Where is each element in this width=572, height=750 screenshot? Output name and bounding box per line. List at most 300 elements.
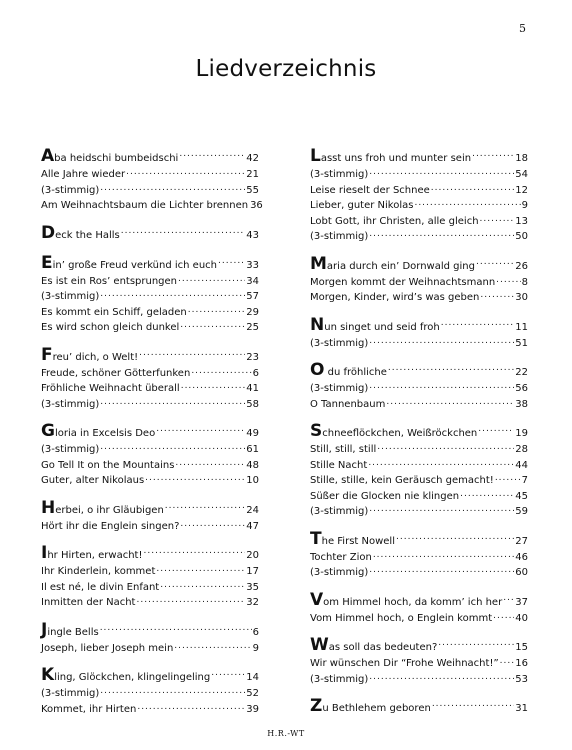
entry-title: [310, 290, 479, 306]
dot-leader: [396, 531, 514, 550]
entry-title: [310, 229, 368, 245]
entry-title: [41, 305, 187, 321]
index-entry: [310, 253, 528, 275]
entry-title: [310, 253, 475, 276]
entry-title: [310, 672, 368, 688]
index-entry: [310, 336, 528, 352]
entry-page-number: 12: [515, 184, 528, 196]
dot-leader: [478, 423, 514, 442]
entry-title-text: (3-stimmig): [41, 444, 100, 455]
dot-leader: [373, 550, 514, 566]
index-entry: [41, 702, 259, 718]
dot-leader: [369, 672, 514, 688]
entry-title-text: Inmitten der Nacht: [41, 597, 136, 608]
dot-leader: [100, 686, 245, 702]
drop-cap-letter: D: [41, 222, 56, 243]
entry-page-number: 41: [246, 383, 259, 394]
entry-title-text: (3-stimmig): [310, 169, 369, 180]
dot-leader: [432, 698, 514, 717]
dot-leader: [181, 381, 246, 397]
dot-leader: [377, 442, 514, 458]
entry-page-number: 21: [246, 169, 259, 180]
index-entry: [41, 619, 259, 641]
entry-title-text: he First Nowell: [321, 535, 395, 547]
index-entry: [41, 320, 259, 336]
index-entry: [310, 198, 528, 214]
entry-title-text: aria durch ein’ Dornwald ging: [326, 260, 475, 272]
entry-title: [41, 702, 136, 718]
entry-title: [310, 611, 492, 627]
index-entry: [310, 489, 528, 505]
index-column-left: [41, 146, 263, 728]
index-entry: [41, 545, 259, 564]
entry-title-text: (3-stimmig): [310, 337, 369, 349]
index-entry: [41, 222, 259, 244]
entry-title-text: u Bethlehem geboren: [322, 703, 431, 714]
dot-leader: [493, 611, 514, 627]
entry-page-number: 25: [246, 322, 259, 333]
entry-page-number: 31: [515, 703, 528, 714]
entry-page-number: 52: [246, 688, 259, 699]
index-entry: [310, 458, 528, 474]
entry-title-text: Morgen, Kinder, wird’s was geben: [310, 292, 480, 303]
index-entry: [41, 397, 259, 413]
entry-title-text: (3-stimmig): [41, 398, 100, 410]
entry-title: [41, 545, 142, 565]
dot-leader: [388, 362, 514, 381]
letter-group-t: [310, 528, 528, 581]
dot-leader: [191, 366, 251, 382]
index-entry: [310, 637, 528, 656]
entry-page-number: 16: [515, 658, 528, 669]
entry-title-text: reu’ dich, o Welt!: [52, 351, 139, 363]
dot-leader: [180, 320, 245, 336]
entry-page-number: 60: [515, 567, 528, 578]
entry-title: [41, 344, 139, 367]
index-entry: [310, 314, 528, 336]
entry-title: [41, 423, 155, 443]
letter-group-d: [41, 222, 259, 244]
entry-page-number: 51: [515, 337, 528, 349]
entry-title-text: Lobt Gott, ihr Christen, alle gleich: [310, 215, 479, 227]
entry-page-number: 47: [246, 520, 259, 532]
dot-leader: [500, 656, 515, 672]
letter-group-n: [310, 314, 528, 352]
entry-title-text: (3-stimmig): [310, 231, 369, 242]
drop-cap-letter: N: [310, 314, 325, 335]
entry-page-number: 42: [246, 153, 259, 164]
dot-leader: [160, 580, 245, 596]
entry-title-text: erbei, o ihr Gläubigen: [55, 504, 164, 516]
index-entry: [310, 167, 528, 183]
index-entry: [41, 274, 259, 290]
index-entry: [310, 275, 528, 291]
dot-leader: [100, 442, 245, 458]
entry-title: [310, 458, 367, 474]
entry-title-text: Fröhliche Weihnacht überall: [41, 383, 180, 394]
entry-page-number: 59: [515, 506, 528, 517]
dot-leader: [126, 167, 245, 183]
entry-page-number: 58: [246, 398, 259, 410]
entry-title: [310, 656, 499, 672]
entry-title: [41, 366, 190, 382]
entry-page-number: 22: [515, 367, 528, 378]
entry-title: [310, 397, 385, 413]
entry-title: [310, 183, 430, 199]
letter-group-s: [310, 423, 528, 520]
dot-leader: [137, 702, 245, 718]
dot-leader: [175, 458, 245, 474]
index-entry: [310, 589, 528, 611]
entry-title-text: Wir wünschen Dir “Frohe Weihnacht!”: [310, 658, 499, 669]
dot-leader: [165, 500, 245, 519]
entry-title: [41, 497, 164, 520]
entry-page-number: 61: [246, 444, 259, 455]
entry-page-number: 36: [250, 200, 263, 211]
index-entry: [310, 698, 528, 717]
dot-leader: [414, 198, 520, 214]
index-entry: [41, 442, 259, 458]
entry-page-number: 37: [515, 596, 528, 608]
dot-leader: [174, 641, 251, 657]
letter-group-f: [41, 344, 259, 413]
index-entry: [41, 686, 259, 702]
letter-group-o: [310, 362, 528, 412]
entry-title-text: Stille, stille, kein Geräusch gemacht!: [310, 475, 494, 486]
drop-cap-letter: A: [41, 146, 55, 166]
entry-title-text: Stille Nacht: [310, 459, 368, 471]
entry-title: [310, 314, 440, 337]
letter-group-a: [41, 146, 263, 214]
entry-page-number: 9: [252, 642, 259, 654]
entry-title: [310, 167, 368, 183]
entry-title: [41, 320, 179, 336]
entry-title: [310, 423, 477, 443]
entry-title: [310, 637, 437, 657]
entry-title: [310, 698, 431, 718]
entry-page-number: 8: [521, 276, 528, 288]
entry-title: [41, 458, 174, 474]
drop-cap-letter: T: [310, 528, 322, 549]
index-entry: [310, 214, 528, 230]
entry-page-number: 50: [515, 231, 528, 242]
entry-page-number: 46: [515, 551, 528, 563]
letter-group-z: [310, 698, 528, 717]
entry-title: [310, 336, 368, 352]
entry-page-number: 7: [521, 475, 528, 486]
entry-title-text: Es ist ein Ros’ entsprungen: [41, 275, 178, 287]
dot-leader: [178, 274, 245, 290]
index-entry: [310, 565, 528, 581]
entry-page-number: 14: [246, 672, 259, 683]
dot-leader: [211, 667, 245, 686]
entry-title-text: du fröhliche: [324, 367, 387, 378]
entry-title-text: Joseph, lieber Joseph mein: [41, 642, 174, 654]
entry-page-number: 55: [246, 184, 259, 196]
index-entry: [310, 656, 528, 672]
letter-group-i: [41, 545, 259, 611]
entry-title-text: om Himmel hoch, da komm’ ich her: [323, 596, 503, 608]
entry-title-text: Il est né, le divin Enfant: [41, 581, 160, 593]
entry-title: [41, 580, 159, 596]
entry-title: [41, 397, 99, 413]
entry-title-text: Süßer die Glocken nie klingen: [310, 490, 460, 502]
entry-page-number: 18: [515, 153, 528, 164]
entry-title: [41, 686, 99, 702]
drop-cap-letter: Z: [310, 696, 323, 716]
entry-page-number: 39: [246, 703, 259, 715]
dot-leader: [368, 458, 514, 474]
entry-title: [310, 589, 503, 612]
entry-page-number: 57: [246, 291, 259, 302]
drop-cap-letter: V: [310, 589, 324, 610]
index-entry: [41, 458, 259, 474]
dot-leader: [386, 397, 514, 413]
dot-leader: [369, 565, 514, 581]
page-footer: H.R.-WT: [267, 729, 305, 738]
dot-leader: [145, 473, 245, 489]
index-entry: [310, 550, 528, 566]
entry-title: [41, 519, 179, 535]
index-entry: [310, 442, 528, 458]
entry-title: [41, 473, 144, 489]
drop-cap-letter: S: [310, 421, 323, 441]
entry-title: [41, 619, 99, 642]
entry-title: [41, 289, 99, 305]
letter-group-g: [41, 423, 259, 489]
drop-cap-letter: J: [41, 619, 48, 640]
letter-group-m: [310, 253, 528, 306]
index-entry: [310, 611, 528, 627]
entry-page-number: 35: [246, 581, 259, 593]
page-title: Liedverzeichnis: [195, 56, 377, 82]
index-entry: [310, 290, 528, 306]
entry-title-text: Alle Jahre wieder: [41, 169, 126, 180]
dot-leader: [121, 225, 246, 244]
index-entry: [310, 423, 528, 442]
entry-title-text: Hört ihr die Englein singen?: [41, 520, 180, 532]
entry-page-number: 26: [515, 260, 528, 272]
drop-cap-letter: W: [310, 635, 329, 655]
entry-page-number: 11: [515, 321, 528, 333]
entry-title: [41, 381, 180, 397]
entry-title: [41, 222, 120, 245]
dot-leader: [100, 289, 245, 305]
letter-group-j: [41, 619, 259, 657]
index-entry: [310, 473, 528, 489]
entry-title: [41, 167, 125, 183]
entry-title: [41, 274, 177, 290]
entry-title: [41, 252, 218, 275]
dot-leader: [438, 637, 514, 656]
entry-title-text: (3-stimmig): [310, 567, 369, 578]
entry-title-text: Morgen kommt der Weihnachtsmann: [310, 276, 496, 288]
entry-title: [310, 504, 368, 520]
index-entry: [310, 504, 528, 520]
entry-title-text: O Tannenbaum: [310, 398, 386, 410]
dot-leader: [480, 290, 514, 306]
drop-cap-letter: F: [41, 344, 53, 365]
dot-leader: [179, 148, 245, 167]
entry-title: [41, 667, 210, 687]
entry-title-text: (3-stimmig): [41, 688, 100, 699]
index-entry: [41, 289, 259, 305]
dot-leader: [460, 489, 514, 505]
index-entry: [41, 252, 259, 274]
entry-page-number: 6: [252, 367, 259, 379]
dot-leader: [218, 255, 245, 274]
entry-page-number: 53: [515, 673, 528, 685]
index-entry: [41, 148, 259, 167]
drop-cap-letter: I: [41, 543, 48, 563]
index-entry: [41, 198, 263, 214]
entry-title: [41, 641, 173, 657]
letter-group-e: [41, 252, 259, 336]
entry-page-number: 49: [246, 428, 259, 439]
entry-title: [310, 442, 376, 458]
index-entry: [41, 519, 259, 535]
entry-title-text: (3-stimmig): [41, 184, 100, 196]
dot-leader: [156, 564, 245, 580]
dot-leader: [188, 305, 246, 321]
entry-page-number: 10: [246, 475, 259, 486]
dot-leader: [100, 622, 252, 641]
entry-title: [310, 550, 372, 566]
entry-title: [41, 564, 155, 580]
dot-leader: [139, 347, 245, 366]
index-entry: [41, 305, 259, 321]
entry-title: [310, 528, 395, 551]
index-entry: [41, 595, 259, 611]
entry-title: [41, 183, 99, 199]
entry-page-number: 48: [246, 459, 259, 471]
drop-cap-letter: M: [310, 253, 327, 274]
letter-group-k: [41, 667, 259, 717]
entry-title: [310, 362, 387, 382]
drop-cap-letter: G: [41, 421, 55, 441]
index-entry: [41, 667, 259, 686]
entry-page-number: 44: [515, 459, 528, 471]
entry-page-number: 6: [252, 626, 259, 638]
entry-title-text: Vom Himmel hoch, o Englein kommt: [310, 612, 493, 624]
entry-page-number: 30: [515, 292, 528, 303]
dot-leader: [369, 381, 514, 397]
dot-leader: [431, 183, 515, 199]
entry-page-number: 32: [246, 597, 259, 608]
entry-title-text: asst uns froh und munter sein: [320, 153, 472, 164]
drop-cap-letter: H: [41, 497, 56, 518]
index-entry: [41, 167, 259, 183]
index-entry: [41, 580, 259, 596]
drop-cap-letter: O: [310, 360, 325, 380]
dot-leader: [369, 336, 514, 352]
entry-page-number: 15: [515, 642, 528, 653]
entry-page-number: 56: [515, 383, 528, 394]
letter-group-l: [310, 148, 528, 245]
entry-title: [41, 595, 135, 611]
entry-title-text: Es kommt ein Schiff, geladen: [41, 306, 187, 318]
dot-leader: [369, 229, 514, 245]
dot-leader: [100, 183, 245, 199]
entry-title-text: ling, Glöckchen, klingelingeling: [54, 672, 211, 683]
entry-page-number: 54: [515, 169, 528, 180]
entry-title-text: Ihr Kinderlein, kommet: [41, 566, 156, 577]
dot-leader: [496, 275, 520, 291]
entry-page-number: 28: [515, 444, 528, 455]
dot-leader: [472, 148, 514, 167]
entry-title: [310, 275, 495, 291]
entry-title-text: Es wird schon gleich dunkel: [41, 322, 180, 333]
entry-title-text: Am Weihnachtsbaum die Lichter brennen: [41, 200, 249, 211]
entry-title: [310, 473, 494, 489]
dot-leader: [136, 595, 245, 611]
entry-title-text: (3-stimmig): [310, 673, 369, 685]
entry-title-text: Kommet, ihr Hirten: [41, 703, 137, 715]
dot-leader: [476, 256, 514, 275]
letter-group-v: [310, 589, 528, 627]
entry-title-text: (3-stimmig): [41, 291, 100, 302]
entry-title-text: Guter, alter Nikolaus: [41, 475, 145, 486]
entry-title-text: ba heidschi bumbeidschi: [54, 153, 179, 164]
entry-title-text: chneeflöckchen, Weißröckchen: [322, 428, 478, 439]
letter-group-w: [310, 637, 528, 687]
drop-cap-letter: E: [41, 252, 53, 273]
entry-page-number: 23: [246, 351, 259, 363]
entry-page-number: 45: [515, 490, 528, 502]
letter-group-h: [41, 497, 259, 535]
dot-leader: [143, 545, 245, 564]
index-entry: [310, 362, 528, 381]
entry-title: [310, 214, 479, 230]
entry-title-text: un singet und seid froh: [324, 321, 440, 333]
entry-title: [41, 198, 248, 214]
dot-leader: [441, 317, 515, 336]
index-entry: [41, 183, 259, 199]
index-entry: [41, 381, 259, 397]
entry-title: [41, 148, 178, 168]
index-entry: [310, 381, 528, 397]
index-entry: [41, 344, 259, 366]
entry-title: [41, 442, 99, 458]
dot-leader: [495, 473, 521, 489]
dot-leader: [180, 519, 245, 535]
entry-page-number: 38: [515, 398, 528, 410]
index-entry: [310, 397, 528, 413]
entry-page-number: 17: [246, 566, 259, 577]
dot-leader: [503, 592, 514, 611]
entry-title-text: Go Tell It on the Mountains: [41, 459, 175, 471]
entry-title-text: (3-stimmig): [310, 383, 369, 394]
entry-title-text: hr Hirten, erwacht!: [47, 550, 143, 561]
index-entry: [41, 366, 259, 382]
entry-title: [310, 565, 368, 581]
entry-title-text: eck the Halls: [55, 229, 120, 241]
entry-title-text: as soll das bedeuten?: [328, 642, 438, 653]
index-entry: [310, 528, 528, 550]
index-entry: [41, 497, 259, 519]
entry-title-text: Freude, schöner Götterfunken: [41, 367, 191, 379]
drop-cap-letter: L: [310, 146, 321, 166]
entry-title-text: (3-stimmig): [310, 506, 369, 517]
index-entry: [310, 183, 528, 199]
entry-title: [310, 198, 413, 214]
page-number: 5: [519, 22, 526, 35]
entry-title: [310, 381, 368, 397]
dot-leader: [100, 397, 245, 413]
entry-title-text: Still, still, still: [310, 444, 377, 455]
dot-leader: [369, 167, 514, 183]
entry-title-text: in’ große Freud verkünd ich euch: [52, 259, 218, 271]
